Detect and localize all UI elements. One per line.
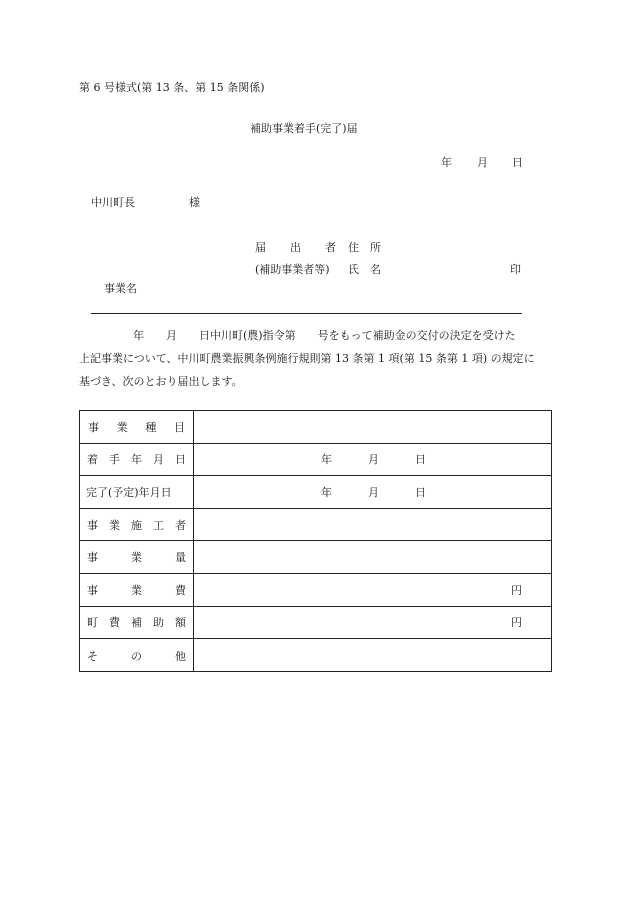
project-name-underline (91, 313, 522, 314)
label-text: 完了(予定)年月日 (86, 485, 172, 499)
row-label-project-cost (80, 574, 194, 606)
addressee-honorific: 様 (189, 196, 200, 209)
submitter-name-char: 氏 (348, 263, 359, 276)
date-day-label: 日 (512, 156, 523, 169)
body-line-1: 年 月 日中川町(農)指令第 号をもって補助金の交付の決定を受けた (133, 329, 516, 342)
label-char: の (131, 649, 142, 663)
label-char: 費 (175, 583, 186, 597)
project-cost-unit: 円 (511, 583, 522, 597)
label-char: 業 (131, 551, 142, 565)
addressee-name: 中川町長 (91, 196, 135, 209)
label-char: 費 (109, 616, 120, 630)
label-char: 月 (153, 453, 164, 467)
label-char: 施 (131, 518, 142, 532)
table-row (80, 639, 551, 672)
label-char: 助 (153, 616, 164, 630)
completion-date-year: 年 (321, 485, 332, 499)
body-line-2: 上記事業について、中川町農業振興条例施行規則第 13 条第 1 項(第 15 条第 1 項) の規定に (79, 352, 535, 365)
label-char: 工 (153, 518, 164, 532)
label-char: 業 (109, 518, 120, 532)
label-char: 町 (87, 616, 98, 630)
completion-date-month: 月 (368, 485, 379, 499)
submitter-address-char: 者 (325, 241, 336, 254)
table-row (80, 444, 551, 477)
label-char: 年 (131, 453, 142, 467)
start-date-year: 年 (321, 453, 332, 467)
label-char: 目 (173, 420, 185, 434)
seal-mark: 印 (510, 263, 521, 276)
submitter-address-char: 住 (348, 241, 359, 254)
label-char: 補 (131, 616, 142, 630)
label-char: 業 (116, 420, 128, 434)
start-date-day: 日 (415, 453, 426, 467)
label-char: 事 (88, 420, 99, 434)
label-char: 事 (87, 518, 98, 532)
label-char: 事 (87, 551, 98, 565)
table-row (80, 574, 551, 607)
submitter-name-prefix: (補助事業者等) (255, 263, 330, 276)
row-label-project-volume (80, 541, 194, 573)
submitter-name-char: 名 (370, 263, 381, 276)
submitter-address-char: 出 (290, 241, 301, 254)
label-char: 業 (131, 583, 142, 597)
row-label-start-date (80, 444, 194, 476)
label-char: 手 (109, 453, 120, 467)
date-month-label: 月 (477, 156, 488, 169)
row-label-town-subsidy (80, 607, 194, 639)
label-char: 額 (175, 616, 186, 630)
row-label-other (80, 639, 194, 672)
label-char: 量 (175, 551, 186, 565)
label-char: 着 (87, 453, 98, 467)
table-row (80, 411, 551, 444)
document-title: 補助事業着手(完了)届 (250, 122, 358, 135)
label-char: そ (87, 649, 98, 663)
table-row (80, 509, 551, 542)
town-subsidy-unit: 円 (511, 616, 522, 630)
row-label-completion-date (80, 476, 194, 508)
label-char: 者 (175, 518, 186, 532)
label-char: 日 (175, 453, 186, 467)
label-char: 他 (175, 649, 186, 663)
submitter-address-char: 届 (255, 241, 266, 254)
label-char: 種 (145, 420, 157, 434)
submitter-address-char: 所 (370, 241, 381, 254)
details-table (79, 410, 552, 672)
label-char: 事 (87, 583, 98, 597)
row-label-contractor (80, 509, 194, 541)
table-row (80, 476, 551, 509)
form-number: 第 6 号様式(第 13 条、第 15 条関係) (79, 81, 265, 94)
start-date-month: 月 (368, 453, 379, 467)
body-line-3: 基づき、次のとおり届出します。 (79, 375, 243, 388)
table-row (80, 541, 551, 574)
table-row (80, 607, 551, 640)
project-name-label: 事業名 (104, 282, 137, 295)
completion-date-day: 日 (415, 485, 426, 499)
date-year-label: 年 (441, 156, 452, 169)
row-label-project-type (80, 411, 194, 443)
